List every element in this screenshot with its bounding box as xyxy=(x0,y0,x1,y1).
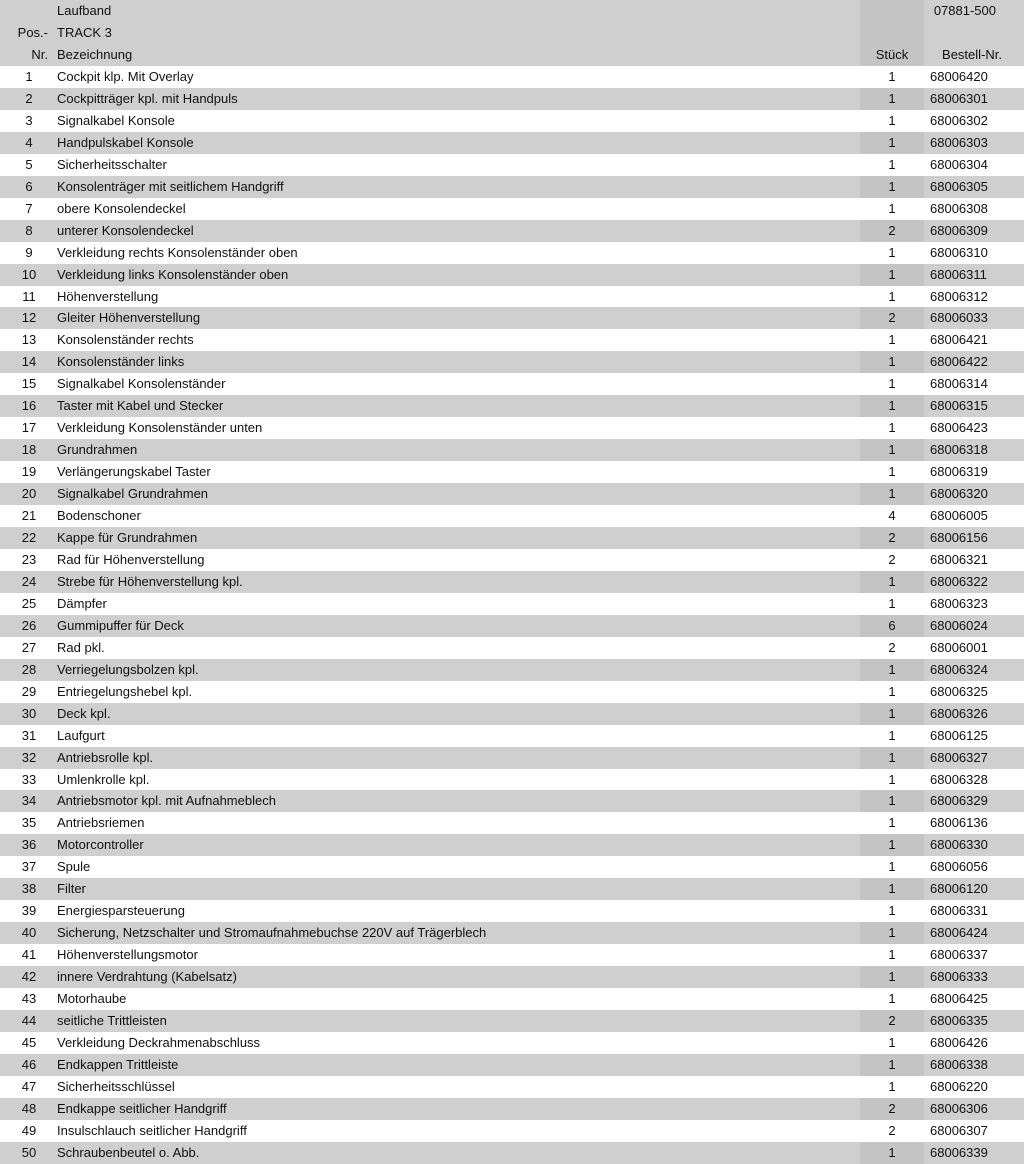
row-order-number: 68006310 xyxy=(930,244,988,260)
row-pos: 17 xyxy=(21,420,37,436)
row-description: Entriegelungshebel kpl. xyxy=(57,683,193,699)
row-order-number: 68006328 xyxy=(930,771,988,787)
row-pos: 43 xyxy=(21,991,37,1007)
row-order-number: 68006327 xyxy=(930,749,988,765)
row-pos: 35 xyxy=(21,815,37,831)
row-order-number: 68006326 xyxy=(930,705,988,721)
qty-column-header: Stück xyxy=(860,44,924,66)
row-description: Energiesparsteuerung xyxy=(57,903,185,919)
table-row xyxy=(0,900,1024,922)
row-order-number: 68006120 xyxy=(930,881,988,897)
row-pos: 41 xyxy=(21,947,37,963)
row-order-number: 68006125 xyxy=(930,727,988,743)
row-pos: 25 xyxy=(21,595,37,611)
table-row xyxy=(0,922,1024,944)
row-order-number: 68006325 xyxy=(930,683,988,699)
table-row xyxy=(0,132,1024,154)
row-pos: 20 xyxy=(21,486,37,502)
row-description: Konsolenständer rechts xyxy=(57,332,194,348)
row-pos: 21 xyxy=(21,508,37,524)
row-quantity: 4 xyxy=(860,505,924,527)
row-order-number: 68006335 xyxy=(930,1012,988,1028)
row-quantity: 1 xyxy=(860,681,924,703)
row-pos: 32 xyxy=(21,749,37,765)
row-description: Schraubenbeutel o. Abb. xyxy=(57,1144,200,1160)
table-row xyxy=(0,615,1024,637)
row-order-number: 68006308 xyxy=(930,200,988,216)
row-quantity: 2 xyxy=(860,307,924,329)
row-quantity: 1 xyxy=(860,878,924,900)
row-order-number: 68006156 xyxy=(930,530,988,546)
table-row xyxy=(0,329,1024,351)
header-order-blank xyxy=(924,22,1024,44)
row-description: Signalkabel Konsole xyxy=(57,112,175,128)
row-quantity: 1 xyxy=(860,66,924,88)
row-pos: 18 xyxy=(21,442,37,458)
row-description: Konsolenträger mit seitlichem Handgriff xyxy=(57,178,284,194)
row-pos: 3 xyxy=(25,112,33,128)
row-pos: 45 xyxy=(21,1034,37,1050)
row-quantity: 1 xyxy=(860,461,924,483)
row-description: Verriegelungsbolzen kpl. xyxy=(57,661,199,677)
row-description: Antriebsmotor kpl. mit Aufnahmeblech xyxy=(57,793,276,809)
row-description: Gummipuffer für Deck xyxy=(57,617,184,633)
row-order-number: 68006302 xyxy=(930,112,988,128)
row-description: Antriebsriemen xyxy=(57,815,145,831)
row-order-number: 68006056 xyxy=(930,859,988,875)
row-order-number: 68006329 xyxy=(930,793,988,809)
table-row xyxy=(0,439,1024,461)
row-pos: 11 xyxy=(22,288,36,304)
row-quantity: 1 xyxy=(860,922,924,944)
row-pos: 23 xyxy=(21,551,37,567)
row-description: Sicherheitsschlüssel xyxy=(57,1078,175,1094)
row-pos: 29 xyxy=(21,683,37,699)
parts-table-body xyxy=(0,66,1024,1164)
table-row xyxy=(0,1010,1024,1032)
row-quantity: 1 xyxy=(860,88,924,110)
row-description: Verkleidung Deckrahmenabschluss xyxy=(57,1034,261,1050)
row-description: Taster mit Kabel und Stecker xyxy=(57,398,224,414)
row-description: Verkleidung links Konsolenständer oben xyxy=(57,266,289,282)
row-order-number: 68006303 xyxy=(930,134,988,150)
table-row xyxy=(0,549,1024,571)
order-column-header: Bestell-Nr. xyxy=(942,47,1002,62)
row-description: Deck kpl. xyxy=(57,705,111,721)
row-description: Grundrahmen xyxy=(57,442,138,458)
row-pos: 39 xyxy=(21,903,37,919)
row-quantity: 1 xyxy=(860,154,924,176)
row-description: Signalkabel Grundrahmen xyxy=(57,486,209,502)
row-order-number: 68006421 xyxy=(930,332,988,348)
table-row xyxy=(0,395,1024,417)
row-description: Gleiter Höhenverstellung xyxy=(57,310,201,326)
row-order-number: 68006425 xyxy=(930,991,988,1007)
row-quantity: 1 xyxy=(860,703,924,725)
model-name: TRACK 3 xyxy=(57,25,112,40)
table-row xyxy=(0,505,1024,527)
row-quantity: 2 xyxy=(860,637,924,659)
row-pos: 4 xyxy=(25,134,33,150)
row-pos: 10 xyxy=(21,266,37,282)
row-order-number: 68006001 xyxy=(930,639,988,655)
table-row xyxy=(0,966,1024,988)
row-quantity: 2 xyxy=(860,1120,924,1142)
row-quantity: 1 xyxy=(860,439,924,461)
row-quantity: 1 xyxy=(860,176,924,198)
row-order-number: 68006339 xyxy=(930,1144,988,1160)
row-pos: 27 xyxy=(21,639,37,655)
row-description: Umlenkrolle kpl. xyxy=(57,771,150,787)
row-order-number: 68006422 xyxy=(930,354,988,370)
row-description: Verkleidung rechts Konsolenständer oben xyxy=(57,244,298,260)
row-pos: 46 xyxy=(21,1056,37,1072)
row-pos: 48 xyxy=(21,1100,37,1116)
table-row xyxy=(0,812,1024,834)
row-order-number: 68006005 xyxy=(930,508,988,524)
table-row xyxy=(0,878,1024,900)
row-pos: 7 xyxy=(25,200,33,216)
table-row xyxy=(0,417,1024,439)
row-quantity: 1 xyxy=(860,966,924,988)
row-quantity: 1 xyxy=(860,483,924,505)
row-pos: 13 xyxy=(21,332,37,348)
row-order-number: 68006321 xyxy=(930,551,988,567)
row-description: Konsolenständer links xyxy=(57,354,185,370)
table-row xyxy=(0,461,1024,483)
row-quantity: 1 xyxy=(860,1076,924,1098)
order-reference: 07881-500 xyxy=(933,3,996,18)
row-order-number: 68006319 xyxy=(930,464,988,480)
row-description: Dämpfer xyxy=(57,595,107,611)
row-order-number: 68006311 xyxy=(930,266,987,282)
row-quantity: 1 xyxy=(860,593,924,615)
row-order-number: 68006220 xyxy=(930,1078,988,1094)
table-row xyxy=(0,747,1024,769)
row-pos: 49 xyxy=(21,1122,37,1138)
row-description: Sicherung, Netzschalter und Stromaufnahmebuchse 220V auf Trägerblech xyxy=(57,925,487,941)
table-row xyxy=(0,725,1024,747)
row-order-number: 68006312 xyxy=(930,288,988,304)
table-row xyxy=(0,307,1024,329)
row-description: Bodenschoner xyxy=(57,508,141,524)
header-pos-blank xyxy=(0,0,52,22)
row-order-number: 68006324 xyxy=(930,661,988,677)
table-row xyxy=(0,1142,1024,1164)
row-description: Antriebsrolle kpl. xyxy=(57,749,154,765)
row-quantity: 2 xyxy=(860,549,924,571)
row-quantity: 1 xyxy=(860,769,924,791)
row-description: Höhenverstellungsmotor xyxy=(57,947,198,963)
row-pos: 15 xyxy=(21,376,37,392)
row-quantity: 1 xyxy=(860,1142,924,1164)
row-pos: 8 xyxy=(25,222,33,238)
row-quantity: 2 xyxy=(860,1098,924,1120)
row-quantity: 1 xyxy=(860,198,924,220)
pos-label-line1: Pos.- xyxy=(17,25,48,40)
row-pos: 22 xyxy=(21,530,37,546)
row-quantity: 1 xyxy=(860,417,924,439)
row-order-number: 68006333 xyxy=(930,969,988,985)
row-pos: 9 xyxy=(25,244,33,260)
row-description: Filter xyxy=(57,881,86,897)
row-quantity: 1 xyxy=(860,790,924,812)
table-row xyxy=(0,769,1024,791)
table-row xyxy=(0,483,1024,505)
row-order-number: 68006318 xyxy=(930,442,988,458)
row-description: Verkleidung Konsolenständer unten xyxy=(57,420,263,436)
row-pos: 47 xyxy=(21,1078,37,1094)
table-row xyxy=(0,1098,1024,1120)
row-quantity: 1 xyxy=(860,812,924,834)
row-pos: 24 xyxy=(21,573,37,589)
row-description: Höhenverstellung xyxy=(57,288,159,304)
row-quantity: 1 xyxy=(860,944,924,966)
row-pos: 33 xyxy=(21,771,37,787)
row-pos: 40 xyxy=(21,925,37,941)
table-row xyxy=(0,988,1024,1010)
row-quantity: 1 xyxy=(860,747,924,769)
table-row xyxy=(0,790,1024,812)
row-quantity: 1 xyxy=(860,373,924,395)
row-order-number: 68006307 xyxy=(930,1122,988,1138)
parts-list-header xyxy=(0,0,1024,66)
row-order-number: 68006305 xyxy=(930,178,988,194)
row-order-number: 68006301 xyxy=(930,90,988,106)
row-order-number: 68006320 xyxy=(930,486,988,502)
row-pos: 36 xyxy=(21,837,37,853)
row-pos: 19 xyxy=(21,464,37,480)
table-row xyxy=(0,110,1024,132)
row-quantity: 1 xyxy=(860,834,924,856)
row-pos: 31 xyxy=(21,727,37,743)
table-row xyxy=(0,1054,1024,1076)
row-description: Sicherheitsschalter xyxy=(57,156,167,172)
table-row xyxy=(0,527,1024,549)
row-description: Strebe für Höhenverstellung kpl. xyxy=(57,573,243,589)
row-quantity: 1 xyxy=(860,264,924,286)
row-pos: 16 xyxy=(21,398,37,414)
row-description: Cockpit klp. Mit Overlay xyxy=(57,69,194,84)
table-row xyxy=(0,373,1024,395)
row-pos: 26 xyxy=(21,617,37,633)
row-order-number: 68006331 xyxy=(930,903,988,919)
row-pos: 28 xyxy=(21,661,37,677)
row-order-number: 68006304 xyxy=(930,156,988,172)
table-row xyxy=(0,659,1024,681)
table-row xyxy=(0,88,1024,110)
row-description: Rad pkl. xyxy=(57,639,105,655)
product-name: Laufband xyxy=(57,3,112,18)
row-description: Endkappen Trittleiste xyxy=(57,1056,179,1072)
row-quantity: 1 xyxy=(860,856,924,878)
table-row xyxy=(0,154,1024,176)
row-description: Endkappe seitlicher Handgriff xyxy=(57,1100,227,1116)
table-row xyxy=(0,264,1024,286)
table-row xyxy=(0,1032,1024,1054)
row-quantity: 1 xyxy=(860,351,924,373)
table-row xyxy=(0,856,1024,878)
row-quantity: 1 xyxy=(860,900,924,922)
table-row xyxy=(0,286,1024,308)
row-pos: 2 xyxy=(25,90,33,106)
table-row xyxy=(0,242,1024,264)
row-description: Laufgurt xyxy=(57,727,105,743)
row-description: Handpulskabel Konsole xyxy=(57,134,194,150)
table-row xyxy=(0,220,1024,242)
row-quantity: 1 xyxy=(860,395,924,417)
row-quantity: 1 xyxy=(860,725,924,747)
header-qty-blank-2 xyxy=(860,22,924,44)
row-pos: 50 xyxy=(21,1144,37,1160)
row-order-number: 68006420 xyxy=(930,69,988,84)
row-order-number: 68006136 xyxy=(930,815,988,831)
row-description: Motorhaube xyxy=(57,991,127,1007)
row-order-number: 68006330 xyxy=(930,837,988,853)
row-quantity: 1 xyxy=(860,988,924,1010)
row-quantity: 1 xyxy=(860,286,924,308)
row-quantity: 1 xyxy=(860,110,924,132)
row-description: seitliche Trittleisten xyxy=(57,1012,167,1028)
pos-label-line2: Nr. xyxy=(31,47,48,62)
row-quantity: 2 xyxy=(860,220,924,242)
row-description: obere Konsolendeckel xyxy=(57,200,186,216)
row-description: Kappe für Grundrahmen xyxy=(57,530,198,546)
row-order-number: 68006033 xyxy=(930,310,988,326)
table-row xyxy=(0,593,1024,615)
row-description: Insulschlauch seitlicher Handgriff xyxy=(57,1122,247,1138)
row-order-number: 68006338 xyxy=(930,1056,988,1072)
table-row xyxy=(0,1076,1024,1098)
row-description: Rad für Höhenverstellung xyxy=(57,551,205,567)
row-pos: 14 xyxy=(21,354,37,370)
row-description: Signalkabel Konsolenständer xyxy=(57,376,226,392)
row-order-number: 68006315 xyxy=(930,398,988,414)
row-order-number: 68006322 xyxy=(930,573,988,589)
row-description: unterer Konsolendeckel xyxy=(57,222,194,238)
table-row xyxy=(0,198,1024,220)
row-order-number: 68006314 xyxy=(930,376,988,392)
row-order-number: 68006424 xyxy=(930,925,988,941)
row-quantity: 6 xyxy=(860,615,924,637)
table-row xyxy=(0,703,1024,725)
row-description: Cockpitträger kpl. mit Handpuls xyxy=(57,90,238,106)
row-quantity: 1 xyxy=(860,329,924,351)
row-pos: 37 xyxy=(21,859,37,875)
row-order-number: 68006024 xyxy=(930,617,988,633)
name-column-header: Bezeichnung xyxy=(57,47,133,62)
row-quantity: 1 xyxy=(860,659,924,681)
table-row xyxy=(0,176,1024,198)
row-quantity: 1 xyxy=(860,132,924,154)
row-quantity: 1 xyxy=(860,1054,924,1076)
row-description: Verlängerungskabel Taster xyxy=(57,464,211,480)
row-pos: 30 xyxy=(21,705,37,721)
row-pos: 38 xyxy=(21,881,37,897)
row-pos: 42 xyxy=(21,969,37,985)
row-pos: 34 xyxy=(21,793,37,809)
table-row xyxy=(0,351,1024,373)
row-pos: 44 xyxy=(21,1012,37,1028)
row-description: innere Verdrahtung (Kabelsatz) xyxy=(57,969,237,985)
row-order-number: 68006323 xyxy=(930,595,988,611)
row-quantity: 2 xyxy=(860,527,924,549)
row-pos: 12 xyxy=(21,310,37,326)
row-pos: 6 xyxy=(25,178,33,194)
row-order-number: 68006426 xyxy=(930,1034,988,1050)
row-order-number: 68006423 xyxy=(930,420,988,436)
table-row xyxy=(0,834,1024,856)
row-order-number: 68006306 xyxy=(930,1100,988,1116)
table-row xyxy=(0,637,1024,659)
row-quantity: 2 xyxy=(860,1010,924,1032)
table-row xyxy=(0,571,1024,593)
table-row xyxy=(0,681,1024,703)
table-row xyxy=(0,66,1024,88)
row-quantity: 1 xyxy=(860,571,924,593)
table-row xyxy=(0,1120,1024,1142)
row-quantity: 1 xyxy=(860,242,924,264)
table-row xyxy=(0,944,1024,966)
row-description: Motorcontroller xyxy=(57,837,144,853)
row-quantity: 1 xyxy=(860,1032,924,1054)
row-order-number: 68006309 xyxy=(930,222,988,238)
row-pos: 1 xyxy=(25,69,33,84)
row-description: Spule xyxy=(57,859,91,875)
row-order-number: 68006337 xyxy=(930,947,988,963)
header-qty-blank xyxy=(860,0,924,22)
row-pos: 5 xyxy=(25,156,33,172)
